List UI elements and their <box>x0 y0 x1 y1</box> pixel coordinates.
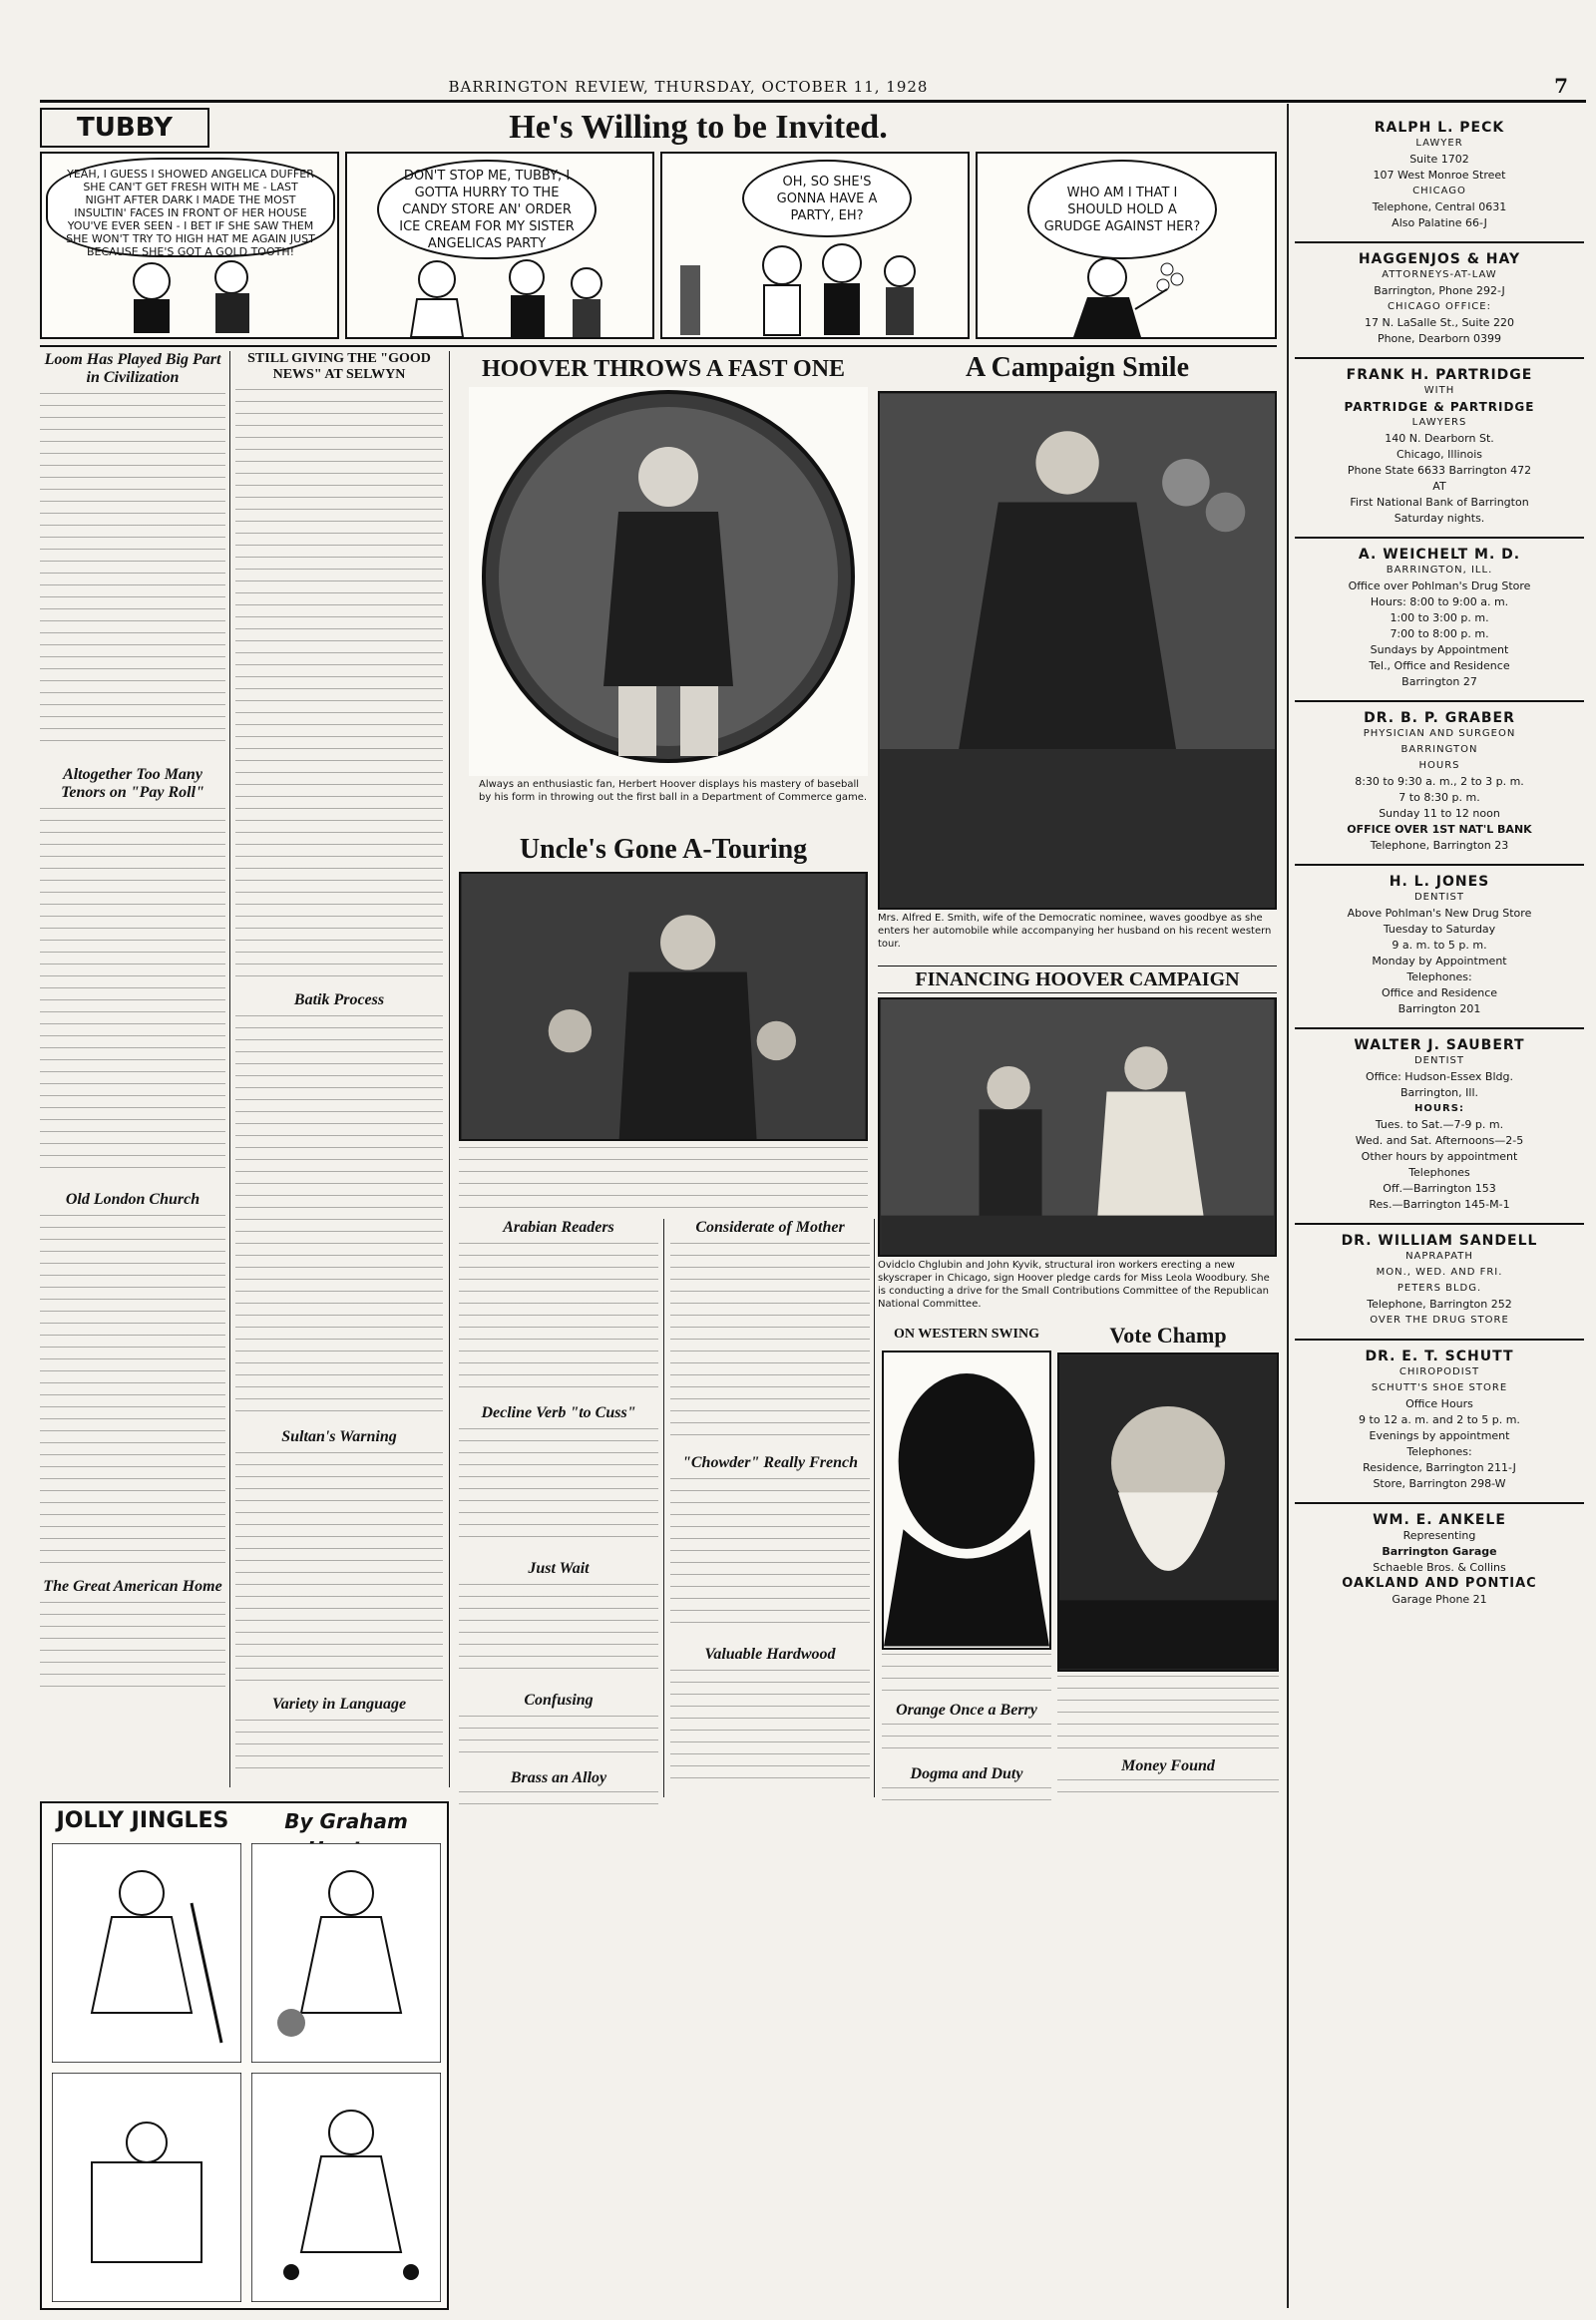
card-line: BARRINGTON, ILL. <box>1386 565 1493 576</box>
card-line: 9 to 12 a. m. and 2 to 5 p. m. <box>1359 1413 1520 1426</box>
comic-panel-2 <box>345 152 654 339</box>
card-line: CHICAGO <box>1412 186 1466 196</box>
card-line: Sundays by Appointment <box>1370 643 1509 656</box>
article-title-tenors: Altogether Too Many Tenors on "Pay Roll" <box>61 766 204 801</box>
hoover-photo <box>469 387 868 776</box>
card-h-l-jones <box>1295 864 1584 1017</box>
comic-panel-1 <box>40 152 339 339</box>
tubby-with-flowers-illustration <box>1017 253 1237 339</box>
article-title-mother: Considerate of Mother <box>695 1219 845 1236</box>
card-line: Monday by Appointment <box>1372 955 1507 967</box>
card-line: 7:00 to 8:00 p. m. <box>1390 627 1489 640</box>
card-line: HOURS: <box>1414 1103 1464 1114</box>
article-body-batik <box>235 1015 443 1414</box>
article-body-chowder <box>670 1478 870 1634</box>
card-line: Telephones: <box>1406 1445 1472 1458</box>
article-body-variety <box>235 1720 443 1779</box>
speech-bubble-1: YEAH, I GUESS I SHOWED ANGELICA DUFFER SHE CAN'T GET FRESH WITH ME - LAST NIGHT AFTER DARK I MADE THE MOST INSULTIN' FACES IN FRONT OF HER HOUSE YOU'VE EVER SEEN - I BET IF SHE SAW THEM SHE WON'T TRY TO HIGH HAT ME AGAIN JUST BECAUSE SHE'S GOT A GOLD TOOTH! <box>46 158 335 257</box>
card-line: Barrington 201 <box>1397 1002 1481 1015</box>
hoover-photo-image <box>469 387 868 776</box>
uncle-caption <box>459 1147 868 1211</box>
card-line: Schaeble Bros. & Collins <box>1373 1561 1506 1574</box>
article-title-brass: Brass an Alloy <box>510 1769 607 1786</box>
card-haggenjos-hay <box>1295 241 1584 347</box>
speech-bubble-3: OH, SO SHE'S GONNA HAVE A PARTY, EH? <box>742 160 912 237</box>
article-body-hardwood <box>670 1670 870 1789</box>
card-line: Suite 1702 <box>1409 153 1469 166</box>
tubby-figures-illustration <box>82 259 301 339</box>
western-caption <box>882 1654 1051 1698</box>
uncle-photo <box>459 872 868 1141</box>
article-body-home <box>40 1602 225 1698</box>
card-line: Telephone, Barrington 252 <box>1367 1298 1512 1311</box>
article-body-money <box>1057 1779 1279 1803</box>
article-title-good-news: STILL GIVING THE "GOOD NEWS" AT SELWYN <box>247 351 431 382</box>
card-line: Residence, Barrington 211-J <box>1363 1461 1516 1474</box>
card-a-weichelt <box>1295 537 1584 690</box>
card-name: DR. WILLIAM SANDELL <box>1341 1233 1538 1249</box>
masthead <box>40 70 1586 100</box>
card-line: Store, Barrington 298-W <box>1373 1477 1506 1490</box>
vote-photo-image <box>1059 1354 1277 1670</box>
smile-photo-image <box>880 393 1275 908</box>
directory-divider <box>1287 104 1289 2308</box>
card-line: HOURS <box>1418 760 1460 771</box>
jingles-title: JOLLY JINGLES <box>56 1808 229 1833</box>
smile-photo <box>878 391 1277 910</box>
vote-photo <box>1057 1353 1279 1672</box>
card-line: PHYSICIAN AND SURGEON <box>1363 728 1516 739</box>
card-line: Hours: 8:00 to 9:00 a. m. <box>1370 595 1509 608</box>
card-line: Wed. and Sat. Afternoons—2-5 <box>1355 1134 1524 1147</box>
article-body-confusing <box>459 1716 658 1759</box>
card-line: 107 West Monroe Street <box>1373 169 1506 182</box>
vote-headline: Vote Champ <box>1109 1323 1227 1348</box>
card-line: Chicago, Illinois <box>1396 448 1483 461</box>
hoover-caption: Always an enthusiastic fan, Herbert Hoover displays his mastery of baseball by his form in throwing out the first ball in a Department of Commerce game. <box>479 779 868 803</box>
comic-strip <box>40 108 1277 339</box>
card-line: Barrington, Ill. <box>1399 1086 1478 1099</box>
card-line: DENTIST <box>1413 1055 1464 1066</box>
card-line: Office Hours <box>1405 1397 1473 1410</box>
article-body-just-wait <box>459 1584 658 1680</box>
uncle-photo-image <box>461 874 866 1139</box>
smile-headline: A Campaign Smile <box>965 352 1190 383</box>
column-1 <box>40 351 225 1787</box>
jingle-panel-dust <box>251 1843 441 2063</box>
card-line: LAWYERS <box>1411 417 1467 428</box>
card-line: Office over Pohlman's Drug Store <box>1348 580 1531 592</box>
card-line: 9 a. m. to 5 p. m. <box>1392 939 1487 952</box>
card-line: Telephones: <box>1406 970 1472 983</box>
card-line: 7 to 8:30 p. m. <box>1398 791 1480 804</box>
boys-standing-illustration <box>672 235 962 339</box>
card-line: Tel., Office and Residence <box>1369 659 1510 672</box>
article-body-orange <box>882 1724 1051 1759</box>
jolly-jingles <box>40 1801 449 2310</box>
financing-photo <box>878 997 1277 1257</box>
card-line: BARRINGTON <box>1400 744 1478 755</box>
card-line: NAPRAPATH <box>1405 1251 1473 1262</box>
comic-panel-3 <box>660 152 970 339</box>
card-line: DENTIST <box>1413 892 1464 903</box>
card-line: 1:00 to 3:00 p. m. <box>1390 611 1489 624</box>
column-6 <box>1057 1757 1279 1803</box>
article-body-loom <box>40 393 225 752</box>
card-line: Phone, Dearborn 0399 <box>1377 332 1502 345</box>
financing-headline: FINANCING HOOVER CAMPAIGN <box>878 966 1277 993</box>
jingle-panel-garden <box>251 2073 441 2302</box>
card-william-sandell <box>1295 1223 1584 1329</box>
card-line: Telephone, Barrington 23 <box>1370 839 1509 852</box>
card-name: WALTER J. SAUBERT <box>1354 1037 1525 1053</box>
card-name: DR. E. T. SCHUTT <box>1365 1349 1514 1364</box>
jingle-panel-chair <box>52 2073 241 2302</box>
comic-headline: He's Willing to be Invited. <box>509 109 888 146</box>
article-title-home: The Great American Home <box>43 1578 222 1595</box>
card-line: 17 N. LaSalle St., Suite 220 <box>1364 316 1515 329</box>
card-ralph-peck <box>1295 112 1584 231</box>
card-line: Tuesday to Saturday <box>1383 923 1496 936</box>
column-2 <box>235 351 443 1787</box>
comic-title: TUBBY <box>40 108 209 148</box>
speech-bubble-4: WHO AM I THAT I SHOULD HOLD A GRUDGE AGAINST HER? <box>1027 160 1217 259</box>
article-title-batik: Batik Process <box>293 991 385 1008</box>
smile-caption: Mrs. Alfred E. Smith, wife of the Democratic nominee, waves goodbye as she enters her automobile while accompanying her husband on his recent western tour. <box>878 913 1272 950</box>
card-line: 140 N. Dearborn St. <box>1385 432 1494 445</box>
card-line: AT <box>1432 480 1446 493</box>
column-4 <box>670 1219 870 1797</box>
card-line: OVER THE DRUG STORE <box>1370 1315 1509 1326</box>
article-title-variety: Variety in Language <box>271 1696 407 1713</box>
masthead-title: BARRINGTON REVIEW, THURSDAY, OCTOBER 11, 1928 <box>448 78 929 96</box>
card-line: Also Palatine 66-J <box>1392 216 1487 229</box>
card-line: Barrington Garage <box>1382 1545 1497 1558</box>
card-line: Office: Hudson-Essex Bldg. <box>1366 1070 1513 1083</box>
column-divider-1 <box>229 351 230 1787</box>
speech-bubble-2: DON'T STOP ME, TUBBY, I GOTTA HURRY TO THE CANDY STORE AN' ORDER ICE CREAM FOR MY SISTER ANGELICAS PARTY <box>377 160 597 259</box>
article-title-sultan: Sultan's Warning <box>281 1428 397 1445</box>
professional-directory <box>1295 112 1584 2306</box>
card-line: Sunday 11 to 12 noon <box>1379 807 1500 820</box>
article-title-arabian: Arabian Readers <box>503 1219 614 1236</box>
card-line: Phone State 6633 Barrington 472 <box>1347 464 1532 477</box>
article-title-confusing: Confusing <box>524 1692 594 1709</box>
article-title-decline: Decline Verb "to Cuss" <box>481 1404 636 1421</box>
card-line: MON., WED. AND FRI. <box>1376 1267 1503 1278</box>
card-walter-saubert <box>1295 1027 1584 1213</box>
card-line: Office and Residence <box>1381 986 1498 999</box>
card-line: Above Pohlman's New Drug Store <box>1347 907 1532 920</box>
card-frank-partridge <box>1295 357 1584 527</box>
article-body-church <box>40 1215 225 1564</box>
card-line: Barrington, Phone 292-J <box>1374 284 1505 297</box>
card-line: WITH <box>1423 385 1455 396</box>
masthead-rule <box>40 100 1586 103</box>
financing-caption: Ovidclo Chglubin and John Kyvik, structural iron workers erecting a new skyscraper in Chicago, sign Hoover pledge cards for Miss Leola Woodbury. She is conducting a drive for the Small Contributions Committee of the Republican National Committee. <box>878 1260 1270 1310</box>
card-name: WM. E. ANKELE <box>1373 1512 1506 1528</box>
western-headline: ON WESTERN SWING <box>893 1327 1039 1342</box>
column-5 <box>882 1702 1051 1801</box>
article-body-mother <box>670 1243 870 1442</box>
card-line: ATTORNEYS-AT-LAW <box>1382 269 1497 280</box>
article-body-brass <box>459 1791 658 1811</box>
hoover-headline: HOOVER THROWS A FAST ONE <box>481 356 846 382</box>
column-3 <box>459 1219 658 1797</box>
article-body-dogma <box>882 1787 1051 1807</box>
card-line: PARTRIDGE & PARTRIDGE <box>1344 400 1535 414</box>
article-body-decline <box>459 1428 658 1548</box>
article-title-money: Money Found <box>1121 1757 1215 1774</box>
card-name: H. L. JONES <box>1389 874 1490 890</box>
card-line: CHICAGO OFFICE: <box>1388 301 1491 312</box>
card-line: CHIROPODIST <box>1398 1366 1480 1377</box>
column-divider-2 <box>449 351 450 1787</box>
card-b-p-graber <box>1295 700 1584 854</box>
card-line: Telephone, Central 0631 <box>1372 200 1507 213</box>
card-line: First National Bank of Barrington <box>1350 496 1529 509</box>
card-line: Off.—Barrington 153 <box>1383 1182 1496 1195</box>
card-line: LAWYER <box>1415 138 1463 149</box>
card-line: SCHUTT'S SHOE STORE <box>1371 1382 1508 1393</box>
jingles-byline: By Graham <box>284 1809 408 1833</box>
column-divider-4 <box>874 1219 875 1797</box>
article-title-just-wait: Just Wait <box>528 1560 590 1577</box>
article-body-good-news <box>235 389 443 977</box>
card-line: Saturday nights. <box>1394 512 1485 525</box>
article-title-loom: Loom Has Played Big Part in Civilization <box>44 351 221 386</box>
jingle-panel-broom <box>52 1843 241 2063</box>
card-line: Tues. to Sat.—7-9 p. m. <box>1375 1118 1504 1131</box>
card-line: PETERS BLDG. <box>1396 1283 1482 1294</box>
western-photo-image <box>884 1353 1049 1648</box>
article-title-church: Old London Church <box>65 1191 200 1208</box>
article-body-tenors <box>40 808 225 1177</box>
card-line: OAKLAND AND PONTIAC <box>1342 1576 1537 1591</box>
card-wm-ankele <box>1295 1502 1584 1608</box>
page-number: 7 <box>1554 74 1568 98</box>
card-name: FRANK H. PARTRIDGE <box>1346 367 1533 383</box>
card-line: Garage Phone 21 <box>1392 1593 1487 1606</box>
column-divider-3 <box>663 1219 664 1797</box>
card-line: Evenings by appointment <box>1369 1429 1510 1442</box>
card-line: OFFICE OVER 1ST NAT'L BANK <box>1347 823 1532 836</box>
financing-photo-image <box>880 999 1275 1255</box>
card-line: Representing <box>1402 1529 1476 1542</box>
card-name: HAGGENJOS & HAY <box>1358 251 1521 267</box>
boys-running-illustration <box>377 253 626 339</box>
uncle-headline: Uncle's Gone A-Touring <box>519 834 808 865</box>
card-name: RALPH L. PECK <box>1374 120 1505 136</box>
card-line: Telephones <box>1408 1166 1470 1179</box>
card-name: DR. B. P. GRABER <box>1364 710 1515 726</box>
article-title-orange: Orange Once a Berry <box>896 1702 1037 1719</box>
article-title-chowder: "Chowder" Really French <box>682 1454 858 1471</box>
card-e-t-schutt <box>1295 1339 1584 1492</box>
article-body-arabian <box>459 1243 658 1392</box>
comic-bottom-rule <box>40 345 1277 347</box>
card-line: Barrington 27 <box>1401 675 1477 688</box>
card-line: 8:30 to 9:30 a. m., 2 to 3 p. m. <box>1355 775 1524 788</box>
card-line: Other hours by appointment <box>1361 1150 1518 1163</box>
article-title-dogma: Dogma and Duty <box>910 1765 1023 1782</box>
comic-panel-4 <box>976 152 1277 339</box>
article-body-sultan <box>235 1452 443 1682</box>
vote-caption <box>1057 1676 1279 1755</box>
card-name: A. WEICHELT M. D. <box>1358 547 1521 563</box>
western-photo <box>882 1351 1051 1650</box>
card-line: Res.—Barrington 145-M-1 <box>1369 1198 1510 1211</box>
article-title-hardwood: Valuable Hardwood <box>704 1646 836 1663</box>
